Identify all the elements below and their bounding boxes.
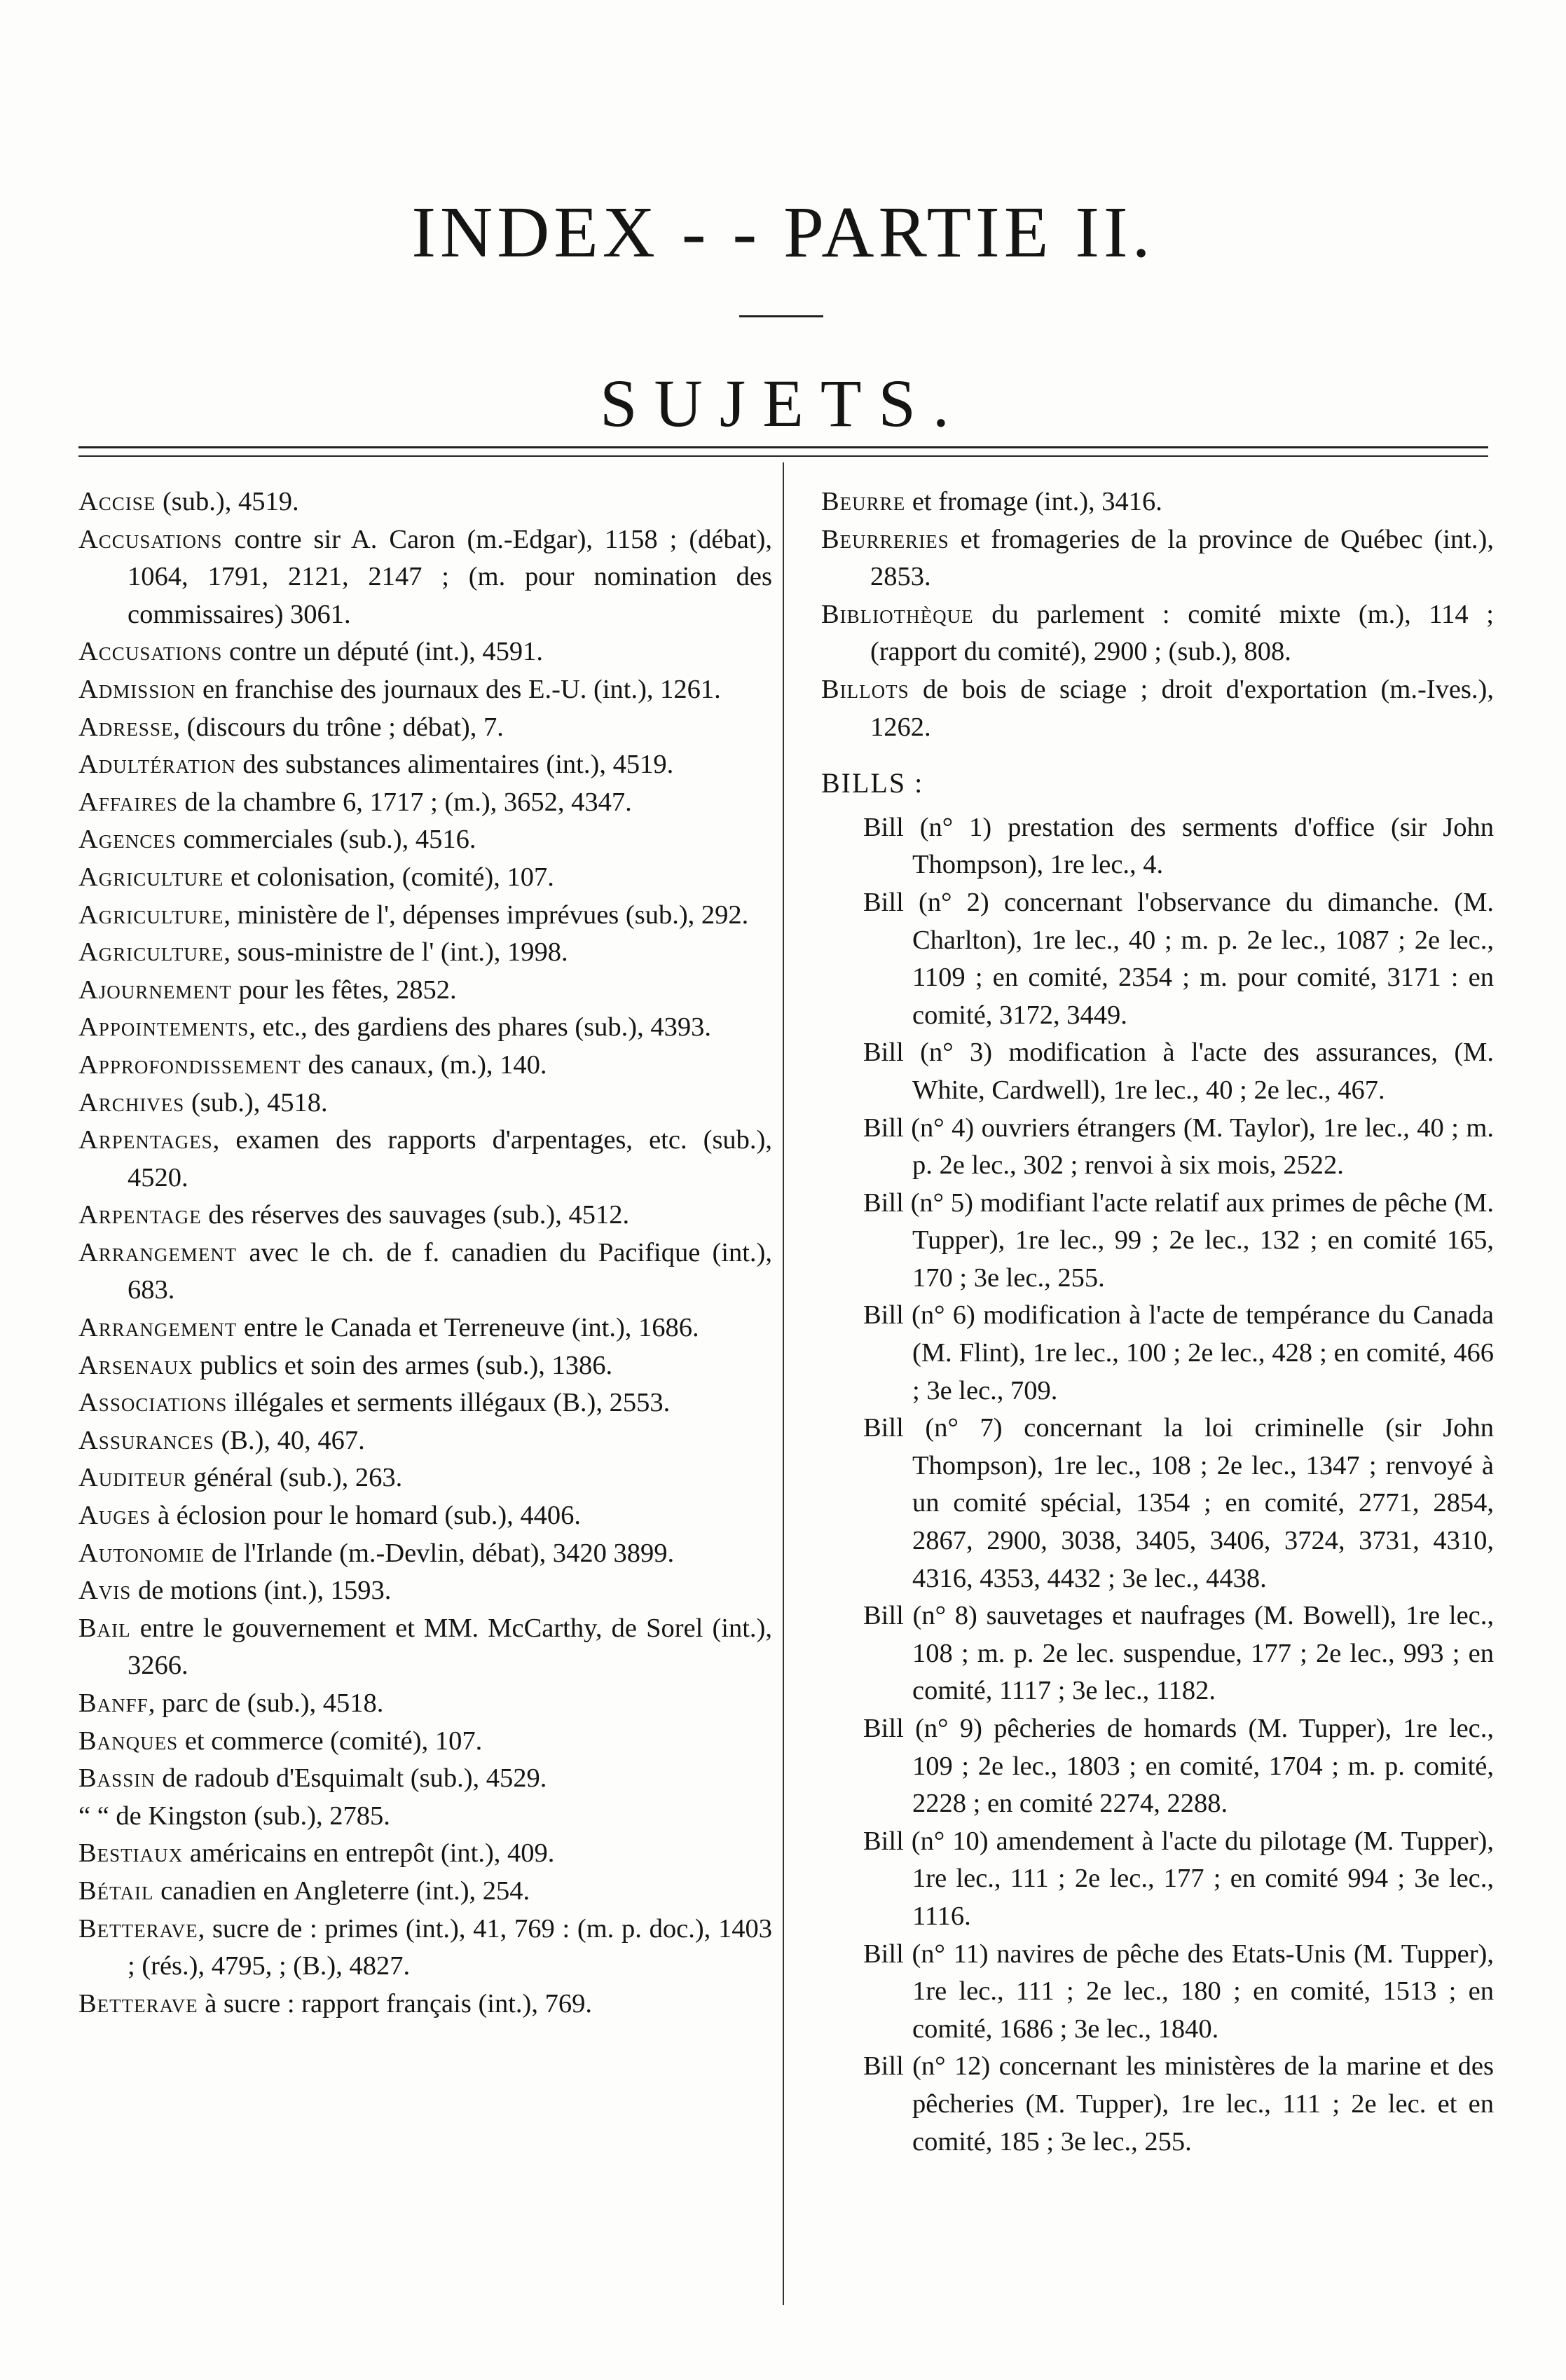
entry-text: pour les fêtes, 2852. — [231, 975, 457, 1005]
entry-text: , examen des rapports d'arpentages, etc. (sub.), 4520. — [128, 1125, 772, 1192]
entry-keyword: Arrangement — [78, 1313, 238, 1343]
index-entry — [78, 1422, 772, 1460]
index-entry — [78, 1572, 772, 1610]
bill-entry: Bill (n° 4) ouvriers étrangers (M. Taylor), 1re lec., 40 ; m. p. 2e lec., 302 ; renvoi à six mois, 2522. — [863, 1113, 1494, 1181]
entry-text: (sub.), 4519. — [156, 487, 299, 516]
index-entry — [78, 483, 772, 521]
index-entry — [821, 671, 1494, 746]
entry-text: de l'Irlande (m.-Devlin, débat), 3420 3899. — [205, 1538, 675, 1568]
index-entry — [78, 1535, 772, 1573]
entry-text: publics et soin des armes (sub.), 1386. — [193, 1350, 613, 1380]
bill-entry: Bill (n° 2) concernant l'observance du dimanche. (M. Charlton), 1re lec., 40 ; m. p. 2e lec., 1087 ; 2e lec., 1109 ; en comité, 2354 ; m. pour comité, 3171 : en comité, 3172, 3449. — [863, 887, 1494, 1030]
entry-text: de motions (int.), 1593. — [131, 1576, 392, 1606]
entry-text: de la chambre 6, 1717 ; (m.), 3652, 4347. — [177, 787, 632, 817]
entry-text: (B.), 40, 467. — [214, 1425, 365, 1455]
entry-text: contre un député (int.), 4591. — [222, 637, 543, 667]
entry-text: et fromageries de la province de Québec (int.), 2853. — [870, 524, 1494, 592]
entry-keyword: Appointements — [78, 1012, 249, 1043]
bill-entry: Bill (n° 5) modifiant l'acte relatif aux primes de pêche (M. Tupper), 1re lec., 99 ; 2e lec., 132 ; en comité 165, 170 ; 3e lec., 255. — [863, 1188, 1494, 1293]
entry-text: “ “ de Kingston (sub.), 2785. — [78, 1801, 390, 1831]
entry-keyword: Agriculture — [78, 937, 224, 968]
entry-keyword: Associations — [78, 1388, 228, 1418]
entry-keyword: Auges — [78, 1501, 151, 1531]
index-entry — [78, 1459, 772, 1497]
bill-entry: Bill (n° 10) amendement à l'acte du pilotage (M. Tupper), 1re lec., 111 ; 2e lec., 177 ; en comité 994 ; 3e lec., 1116. — [863, 1826, 1494, 1931]
bill-entry: Bill (n° 7) concernant la loi criminelle (sir John Thompson), 1re lec., 108 ; 2e lec., 1347 ; renvoyé à un comité spécial, 1354 ; en comité, 2771, 2854, 2867, 2900, 3038, 3405, 3406, 3724, 3731, 4310, 4316, 4353, 4432 ; 3e lec., 4438. — [863, 1413, 1494, 1593]
entry-text: , parc de (sub.), 4518. — [148, 1688, 384, 1718]
entry-keyword: Arrangement — [78, 1237, 238, 1267]
entry-text: commerciales (sub.), 4516. — [176, 825, 476, 855]
entry-text: , (discours du trône ; débat), 7. — [173, 712, 504, 742]
index-entry — [78, 1384, 772, 1422]
page-title: INDEX - - PARTIE II. — [411, 192, 1155, 273]
entry-text: , ministère de l', dépenses imprévues (sub.), 292. — [224, 900, 749, 930]
index-entry — [78, 1911, 772, 1986]
right-column — [821, 483, 1494, 2161]
entry-text: entre le gouvernement et MM. McCarthy, de Sorel (int.), 3266. — [128, 1613, 772, 1681]
entry-keyword: Ajournement — [78, 975, 232, 1005]
entry-text: américains en entrepôt (int.), 409. — [183, 1838, 555, 1869]
entry-keyword: Beurreries — [821, 524, 949, 554]
index-entry — [78, 633, 772, 671]
entry-text: des substances alimentaires (int.), 4519. — [235, 750, 674, 780]
entry-text: à éclosion pour le homard (sub.), 4406. — [151, 1501, 582, 1531]
entry-text: et colonisation, (comité), 107. — [224, 862, 554, 892]
entry-keyword: Auditeur — [78, 1463, 187, 1493]
entry-text: et fromage (int.), 3416. — [905, 487, 1162, 516]
index-entry — [78, 897, 772, 935]
index-entry — [78, 746, 772, 784]
entry-text: contre sir A. Caron (m.-Edgar), 1158 ; (débat), 1064, 1791, 2121, 2147 ; (m. pour nomination des commissaires) 3061. — [128, 524, 772, 629]
entry-keyword: Beurre — [821, 487, 906, 516]
entry-keyword: Admission — [78, 674, 196, 704]
entry-text: de radoub d'Esquimalt (sub.), 4529. — [155, 1763, 547, 1794]
header-rule — [78, 446, 1488, 448]
entry-keyword: Archives — [78, 1087, 185, 1117]
entry-keyword: Agences — [78, 825, 177, 855]
header-rule-secondary — [78, 455, 1488, 457]
entry-keyword: Avis — [78, 1576, 132, 1606]
index-entry — [78, 671, 772, 709]
index-entry — [78, 1309, 772, 1347]
title-rule — [739, 315, 823, 317]
index-entry — [78, 1723, 772, 1761]
index-entry — [78, 859, 772, 897]
entry-keyword: Agriculture — [78, 862, 224, 892]
entry-text: de bois de sciage ; droit d'exportation (m.-Ives.), 1262. — [870, 674, 1494, 742]
index-entry — [78, 1122, 772, 1197]
index-entry — [78, 934, 772, 972]
index-entry — [78, 972, 772, 1010]
entry-keyword: Betterave — [78, 1913, 198, 1944]
entry-keyword: Accusations — [78, 524, 223, 554]
index-entry — [78, 1610, 772, 1685]
bill-entry: Bill (n° 8) sauvetages et naufrages (M. Bowell), 1re lec., 108 ; m. p. 2e lec. suspendue, 177 ; 2e lec., 993 ; en comité, 1117 ; 3e lec., 1182. — [863, 1601, 1494, 1706]
entry-keyword: Agriculture — [78, 900, 224, 930]
entry-keyword: Assurances — [78, 1425, 214, 1455]
bill-entry: Bill (n° 1) prestation des serments d'office (sir John Thompson), 1re lec., 4. — [863, 812, 1494, 880]
index-entry — [78, 1234, 772, 1309]
bill-entry: Bill (n° 6) modification à l'acte de tempérance du Canada (M. Flint), 1re lec., 100 ; 2e lec., 428 ; en comité, 466 ; 3e lec., 709. — [863, 1300, 1494, 1405]
index-entry — [78, 821, 772, 859]
entry-keyword: Accusations — [78, 637, 223, 667]
index-entry — [78, 1047, 772, 1085]
entry-keyword: Bétail — [78, 1876, 154, 1906]
entry-keyword: Bibliothèque — [821, 599, 974, 629]
entry-text: et commerce (comité), 107. — [178, 1726, 483, 1756]
bill-entry: Bill (n° 3) modification à l'acte des assurances, (M. White, Cardwell), 1re lec., 40 ; 2e lec., 467. — [863, 1038, 1494, 1105]
entry-text: (sub.), 4518. — [184, 1087, 328, 1117]
entry-keyword: Autonomie — [78, 1538, 205, 1568]
index-entry — [78, 1497, 772, 1535]
bills-list — [821, 809, 1494, 2161]
page-subtitle: SUJETS. — [600, 366, 966, 441]
entry-text: , etc., des gardiens des phares (sub.), 4393. — [249, 1012, 711, 1043]
index-entry — [821, 521, 1494, 596]
index-entry — [78, 1009, 772, 1047]
entry-text: canadien en Angleterre (int.), 254. — [153, 1876, 530, 1906]
entry-keyword: Banques — [78, 1726, 179, 1756]
index-entry — [78, 1798, 772, 1836]
entry-keyword: Arpentages — [78, 1125, 213, 1155]
entry-keyword: Betterave — [78, 1988, 198, 2018]
bill-entry: Bill (n° 9) pêcheries de homards (M. Tupper), 1re lec., 109 ; 2e lec., 1803 ; en comité, 1704 ; m. p. comité, 2228 ; en comité 2274, 2288. — [863, 1714, 1494, 1819]
index-entry — [78, 521, 772, 634]
bill-entry: Bill (n° 12) concernant les ministères de la marine et des pêcheries (M. Tupper), 1re lec., 111 ; 2e lec. et en comité, 185 ; 3e lec., 255. — [863, 2051, 1494, 2157]
entry-text: général (sub.), 263. — [186, 1463, 403, 1493]
index-entry — [78, 1685, 772, 1723]
entry-keyword: Adultération — [78, 750, 236, 780]
entry-keyword: Billots — [821, 674, 909, 704]
index-entry — [78, 1347, 772, 1385]
entry-keyword: Bestiaux — [78, 1838, 184, 1869]
entry-keyword: Adresse — [78, 712, 174, 742]
index-entry — [821, 596, 1494, 671]
entry-keyword: Bassin — [78, 1763, 156, 1794]
entry-keyword: Arpentage — [78, 1200, 202, 1230]
index-entry — [78, 1835, 772, 1873]
entry-keyword: Accise — [78, 487, 156, 516]
entry-text: illégales et serments illégaux (B.), 2553. — [227, 1388, 671, 1418]
entry-text: des canaux, (m.), 140. — [301, 1050, 547, 1080]
index-entry — [78, 1986, 772, 2023]
entry-keyword: Affaires — [78, 787, 178, 817]
left-column — [78, 483, 772, 2023]
entry-text: entre le Canada et Terreneuve (int.), 1686. — [237, 1313, 699, 1343]
entry-text: , sucre de : primes (int.), 41, 769 : (m. p. doc.), 1403 ; (rés.), 4795, ; (B.), 4827. — [128, 1913, 772, 1981]
index-entry — [78, 1760, 772, 1798]
index-entry — [78, 709, 772, 747]
index-entry — [78, 1873, 772, 1911]
bill-entry: Bill (n° 11) navires de pêche des Etats-Unis (M. Tupper), 1re lec., 111 ; 2e lec., 180 ; en comité, 1513 ; en comité, 1686 ; 3e lec., 1840. — [863, 1939, 1494, 2044]
entry-keyword: Approfondissement — [78, 1050, 301, 1080]
entry-text: en franchise des journaux des E.-U. (int.), 1261. — [195, 674, 721, 704]
entry-text: , sous-ministre de l' (int.), 1998. — [224, 937, 568, 968]
column-divider — [783, 462, 784, 2305]
entry-text: du parlement : comité mixte (m.), 114 ; (rapport du comité), 2900 ; (sub.), 808. — [870, 599, 1494, 667]
right-entries — [821, 483, 1494, 746]
entry-text: à sucre : rapport français (int.), 769. — [198, 1988, 592, 2018]
entry-text: des réserves des sauvages (sub.), 4512. — [201, 1200, 630, 1230]
entry-keyword: Bail — [78, 1613, 131, 1643]
index-entry — [78, 784, 772, 822]
bills-heading: BILLS : — [821, 767, 924, 799]
entry-keyword: Banff — [78, 1688, 149, 1718]
index-entry — [78, 1197, 772, 1234]
index-entry — [78, 1085, 772, 1122]
entry-text: avec le ch. de f. canadien du Pacifique (int.), 683. — [128, 1237, 772, 1305]
entry-keyword: Arsenaux — [78, 1350, 193, 1380]
index-entry — [821, 483, 1494, 521]
